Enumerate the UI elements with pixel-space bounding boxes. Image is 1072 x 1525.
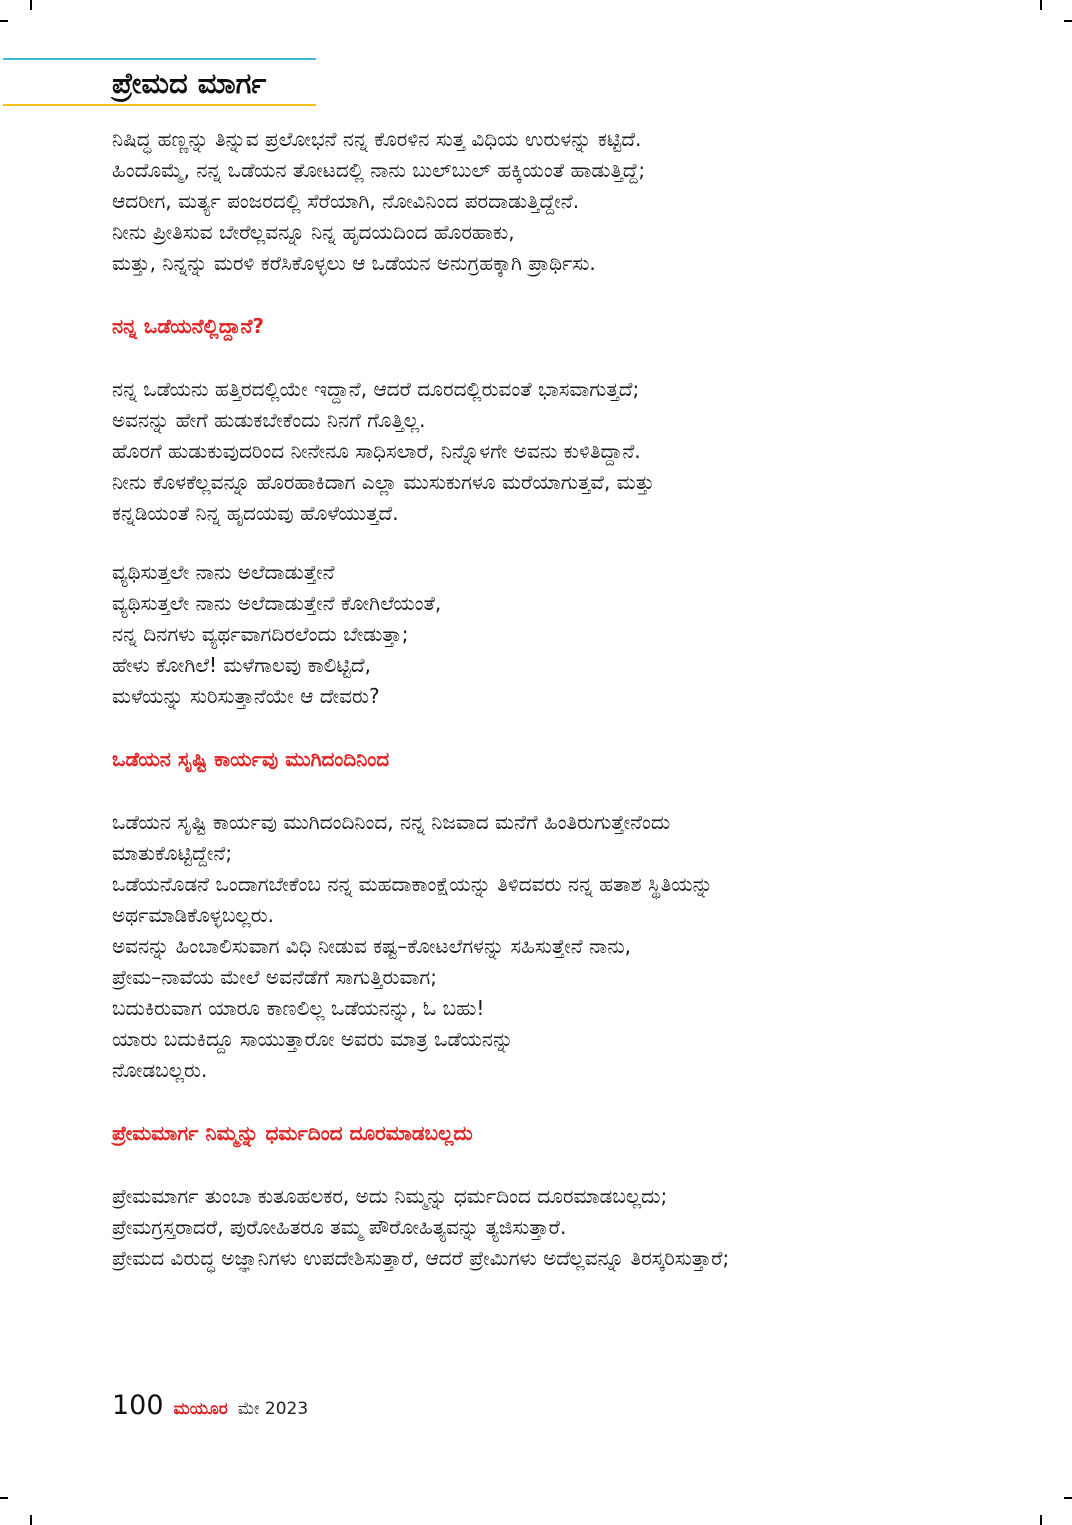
page-number: 100 xyxy=(112,1390,164,1421)
verse-line: ಮಾತುಕೊಟ್ಟಿದ್ದೇನೆ; xyxy=(112,841,233,865)
verse-line: ಯಾರು ಬದುಕಿದ್ದೂ ಸಾಯುತ್ತಾರೋ ಅವರು ಮಾತ್ರ ಒಡೆಯನನ್ನು xyxy=(112,1027,514,1051)
crop-mark-bottom-left xyxy=(30,1515,32,1525)
verse-line: ಬದುಕಿರುವಾಗ ಯಾರೂ ಕಾಣಲಿಲ್ಲ ಒಡೆಯನನ್ನು, ಓ ಬಹು! xyxy=(112,996,485,1020)
verse-stanza xyxy=(112,807,982,1086)
section-subheading: ಒಡೆಯನ ಸೃಷ್ಟಿ ಕಾರ್ಯವು ಮುಗಿದಂದಿನಿಂದ xyxy=(112,747,390,771)
page-title: ಪ್ರೇಮದ ಮಾರ್ಗ xyxy=(112,66,267,100)
verse-line: ನೀನು ಪ್ರೀತಿಸುವ ಬೇರೆಲ್ಲವನ್ನೂ ನಿನ್ನ ಹೃದಯದಿಂದ ಹೊರಹಾಕು, xyxy=(112,220,515,244)
crop-mark-bottom-right xyxy=(1040,1515,1042,1525)
block-spacer xyxy=(112,279,982,311)
crop-mark-top-right-side xyxy=(1064,20,1072,22)
verse-line: ಪ್ರೇಮಮಾರ್ಗ ತುಂಬಾ ಕುತೂಹಲಕರ, ಅದು ನಿಮ್ಮನ್ನು ಧರ್ಮದಿಂದ ದೂರಮಾಡಬಲ್ಲದು; xyxy=(112,1184,668,1208)
verse-line: ಹೊರಗೆ ಹುಡುಕುವುದರಿಂದ ನೀನೇನೂ ಸಾಧಿಸಲಾರೆ, ನಿನ್ನೊಳಗೇ ಅವನು ಕುಳಿತಿದ್ದಾನೆ. xyxy=(112,439,641,463)
section-subheading: ಪ್ರೇಮಮಾರ್ಗ ನಿಮ್ಮನ್ನು ಧರ್ಮದಿಂದ ದೂರಮಾಡಬಲ್ಲದು xyxy=(112,1121,473,1145)
verse-line: ಕನ್ನಡಿಯಂತೆ ನಿನ್ನ ಹೃದಯವು ಹೊಳೆಯುತ್ತದೆ. xyxy=(112,501,399,525)
verse-line: ಅರ್ಥಮಾಡಿಕೊಳ್ಳಬಲ್ಲರು. xyxy=(112,903,274,927)
verse-line: ಹಿಂದೊಮ್ಮೆ, ನನ್ನ ಒಡೆಯನ ತೋಟದಲ್ಲಿ ನಾನು ಬುಲ್‌ಬುಲ್ ಹಕ್ಕಿಯಂತೆ ಹಾಡುತ್ತಿದ್ದೆ; xyxy=(112,158,646,182)
verse-stanza xyxy=(112,374,982,529)
verse-line: ನಿಷಿದ್ಧ ಹಣ್ಣನ್ನು ತಿನ್ನುವ ಪ್ರಲೋಭನೆ ನನ್ನ ಕೊರಳಿನ ಸುತ್ತ ವಿಧಿಯ ಉರುಳನ್ನು ಕಟ್ಟಿದೆ. xyxy=(112,127,642,151)
section-subheading: ನನ್ನ ಒಡೆಯನೆಲ್ಲಿದ್ದಾನೆ? xyxy=(112,314,265,338)
issue-date: ಮೇ 2023 xyxy=(237,1399,309,1419)
block-spacer xyxy=(112,712,982,744)
verse-line: ನೀನು ಕೊಳಕೆಲ್ಲವನ್ನೂ ಹೊರಹಾಕಿದಾಗ ಎಲ್ಲಾ ಮುಸುಕುಗಳೂ ಮರೆಯಾಗುತ್ತವೆ, ಮತ್ತು xyxy=(112,470,655,494)
crop-mark-top-left-side xyxy=(0,20,8,22)
crop-mark-top-left xyxy=(30,0,32,10)
verse-line: ವ್ಯಥಿಸುತ್ತಲೇ ನಾನು ಅಲೆದಾಡುತ್ತೇನೆ ಕೋಗಿಲೆಯಂತೆ, xyxy=(112,591,442,615)
verse-stanza xyxy=(112,1181,982,1274)
verse-line: ಮತ್ತು, ನಿನ್ನನ್ನು ಮರಳಿ ಕರೆಸಿಕೊಳ್ಳಲು ಆ ಒಡೆಯನ ಅನುಗ್ರಹಕ್ಕಾಗಿ ಪ್ರಾರ್ಥಿಸು. xyxy=(112,251,596,275)
verse-line: ಒಡೆಯನ ಸೃಷ್ಟಿ ಕಾರ್ಯವು ಮುಗಿದಂದಿನಿಂದ, ನನ್ನ ನಿಜವಾದ ಮನೆಗೆ ಹಿಂತಿರುಗುತ್ತೇನೆಂದು xyxy=(112,810,671,834)
verse-stanza xyxy=(112,124,982,279)
block-spacer xyxy=(112,1086,982,1118)
title-rule-bottom xyxy=(3,104,316,106)
verse-line: ಪ್ರೇಮ–ನಾವೆಯ ಮೇಲೆ ಅವನೆಡೆಗೆ ಸಾಗುತ್ತಿರುವಾಗ; xyxy=(112,965,437,989)
verse-stanza xyxy=(112,557,982,712)
verse-line: ವ್ಯಥಿಸುತ್ತಲೇ ನಾನು ಅಲೆದಾಡುತ್ತೇನೆ xyxy=(112,560,335,584)
magazine-masthead: ಮಯೂರ xyxy=(173,1399,228,1419)
verse-line: ಅವನನ್ನು ಹಿಂಬಾಲಿಸುವಾಗ ವಿಧಿ ನೀಡುವ ಕಷ್ಟ–ಕೋಟಲೆಗಳನ್ನು ಸಹಿಸುತ್ತೇನೆ ನಾನು, xyxy=(112,934,632,958)
verse-line: ಆದರೀಗ, ಮರ್ತ್ಯ ಪಂಜರದಲ್ಲಿ ಸೆರೆಯಾಗಿ, ನೋವಿನಿಂದ ಪರದಾಡುತ್ತಿದ್ದೇನೆ. xyxy=(112,189,580,213)
verse-line: ನನ್ನ ದಿನಗಳು ವ್ಯರ್ಥವಾಗದಿರಲೆಂದು ಬೇಡುತ್ತಾ; xyxy=(112,622,409,646)
page-footer xyxy=(112,1390,308,1421)
block-spacer xyxy=(112,342,982,374)
block-spacer xyxy=(112,775,982,807)
crop-mark-bottom-left-side xyxy=(0,1497,8,1499)
verse-line: ಹೇಳು ಕೋಗಿಲೆ! ಮಳೆಗಾಲವು ಕಾಲಿಟ್ಟಿದೆ, xyxy=(112,653,371,677)
verse-line: ನನ್ನ ಒಡೆಯನು ಹತ್ತಿರದಲ್ಲಿಯೇ ಇದ್ದಾನೆ, ಆದರೆ ದೂರದಲ್ಲಿರುವಂತೆ ಭಾಸವಾಗುತ್ತದೆ; xyxy=(112,377,640,401)
block-spacer xyxy=(112,529,982,557)
article-body xyxy=(112,124,982,1274)
verse-line: ಪ್ರೇಮದ ವಿರುದ್ಧ ಅಜ್ಞಾನಿಗಳು ಉಪದೇಶಿಸುತ್ತಾರೆ, ಆದರೆ ಪ್ರೇಮಿಗಳು ಅದೆಲ್ಲವನ್ನೂ ತಿರಸ್ಕರಿಸುತ್ತಾರೆ; xyxy=(112,1246,730,1270)
verse-line: ಒಡೆಯನೊಡನೆ ಒಂದಾಗಬೇಕೆಂಬ ನನ್ನ ಮಹದಾಕಾಂಕ್ಷೆಯನ್ನು ತಿಳಿದವರು ನನ್ನ ಹತಾಶ ಸ್ಥಿತಿಯನ್ನು xyxy=(112,872,713,896)
block-spacer xyxy=(112,1149,982,1181)
crop-mark-top-right xyxy=(1040,0,1042,10)
verse-line: ನೋಡಬಲ್ಲರು. xyxy=(112,1058,208,1082)
verse-line: ಪ್ರೇಮಗ್ರಸ್ತರಾದರೆ, ಪುರೋಹಿತರೂ ತಮ್ಮ ಪೌರೋಹಿತ್ಯವನ್ನು ತ್ಯಜಿಸುತ್ತಾರೆ. xyxy=(112,1215,567,1239)
crop-mark-bottom-right-side xyxy=(1064,1497,1072,1499)
title-rule-top xyxy=(3,58,316,60)
verse-line: ಅವನನ್ನು ಹೇಗೆ ಹುಡುಕಬೇಕೆಂದು ನಿನಗೆ ಗೊತ್ತಿಲ್ಲ. xyxy=(112,408,426,432)
verse-line: ಮಳೆಯನ್ನು ಸುರಿಸುತ್ತಾನೆಯೇ ಆ ದೇವರು? xyxy=(112,684,380,708)
